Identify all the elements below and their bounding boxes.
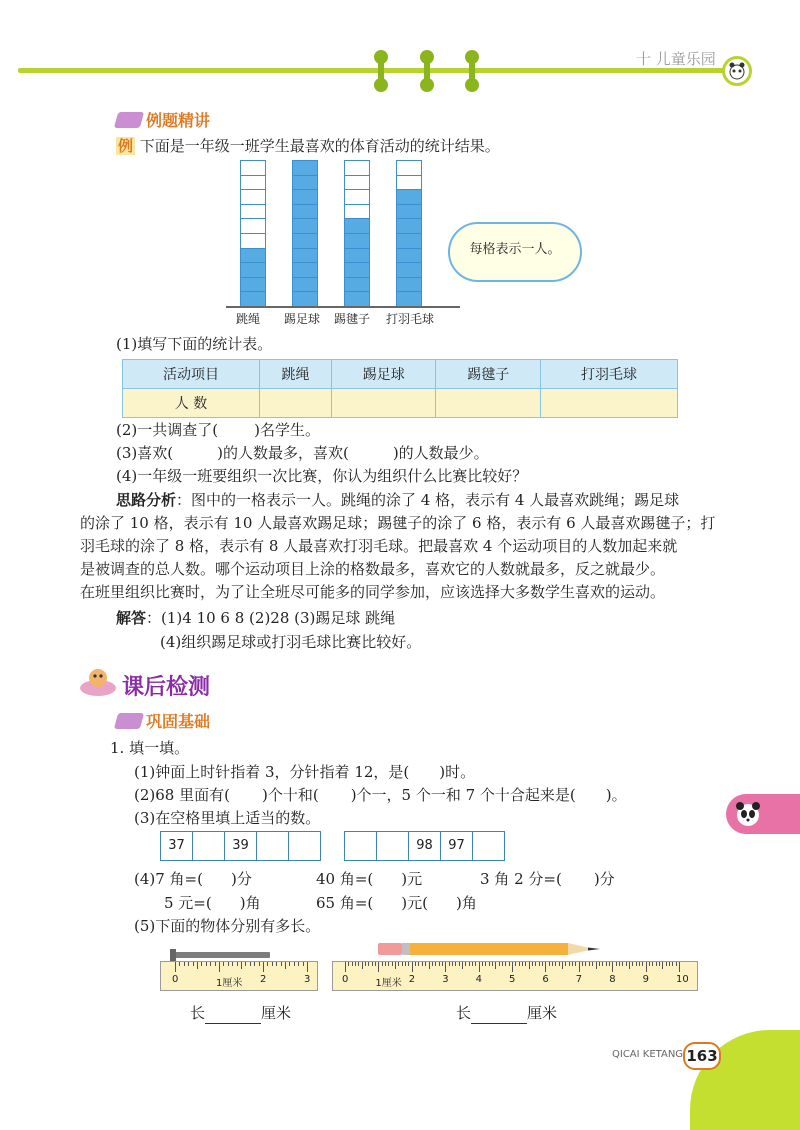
table-cell[interactable] (260, 389, 332, 418)
subsection-title: 巩固基础 (146, 712, 211, 731)
ruler-tick (592, 962, 593, 966)
ruler-tick (408, 962, 409, 966)
bar-cell (241, 292, 265, 307)
ruler-tick (193, 962, 194, 966)
bar-cell (397, 249, 421, 264)
grid-cell: 98 (409, 832, 441, 860)
ruler-tick (666, 962, 667, 966)
bar-cell (345, 263, 369, 278)
bar-cell (241, 234, 265, 249)
page-number: 163 (683, 1042, 721, 1070)
ruler-tick (442, 962, 443, 966)
bar-cell (241, 176, 265, 191)
panda-icon (732, 798, 764, 830)
ruler-tick (529, 962, 530, 969)
bar-跳绳 (240, 160, 266, 308)
ruler-tick (619, 962, 620, 966)
bar-cell (345, 292, 369, 307)
ruler-tick (375, 962, 376, 966)
ruler-label: 3 (442, 974, 449, 985)
ruler-tick (495, 962, 496, 969)
x-tick-label: 跳绳 (236, 312, 261, 326)
bar-cell (345, 234, 369, 249)
ruler-large (332, 961, 698, 991)
x-tick-label: 踢毽子 (334, 312, 371, 326)
ruler-tick (492, 962, 493, 966)
bar-cell (241, 219, 265, 234)
ruler-tick (432, 962, 433, 966)
ruler-small (160, 961, 318, 991)
question-2: (2)一共调查了( )名学生。 (116, 421, 320, 439)
ruler-tick (395, 962, 396, 969)
ruler-tick (439, 962, 440, 966)
bar-cell (397, 161, 421, 176)
x-tick-label: 打羽毛球 (386, 312, 435, 326)
bar-cell (293, 292, 317, 307)
ruler-tick (582, 962, 583, 966)
table-data-row (123, 389, 678, 418)
exercise-item: (5)下面的物体分别有多长。 (134, 917, 321, 935)
ruler-tick (606, 962, 607, 966)
x-axis-labels (0, 310, 800, 328)
table-header-cell: 跳绳 (260, 360, 332, 389)
ruler-tick (435, 962, 436, 966)
ruler-label: 4 (475, 974, 482, 985)
ruler-tick (455, 962, 456, 966)
bar-cell (345, 249, 369, 264)
ruler-tick (502, 962, 503, 966)
grid-cell[interactable] (345, 832, 377, 860)
ruler-tick (245, 962, 246, 966)
ruler-tick (642, 962, 643, 966)
bar-cell (345, 161, 369, 176)
footer-brand: QICAI KETANG (612, 1049, 684, 1060)
ruler-tick (676, 962, 677, 966)
ruler-tick (589, 962, 590, 966)
ruler-tick (452, 962, 453, 966)
analysis-line: 思路分析：图中的一格表示一人。跳绳的涂了 4 格，表示有 4 人最喜欢跳绳；踢足球 (116, 491, 680, 509)
grid-cell: 37 (161, 832, 193, 860)
mascot-icon (78, 664, 118, 698)
answer-line: (4)组织踢足球或打羽毛球比赛比较好。 (160, 633, 422, 651)
ruler-tick (612, 962, 613, 972)
analysis-line: 羽毛球的涂了 8 格，表示有 8 人最喜欢打羽毛球。把最喜欢 4 个运动项目的人数加起来就 (80, 537, 678, 555)
table-header-cell: 活动项目 (123, 360, 260, 389)
ruler-tick (368, 962, 369, 966)
ruler-tick (679, 962, 680, 972)
ruler-tick (565, 962, 566, 966)
ruler-tick (662, 962, 663, 969)
ruler-tick (599, 962, 600, 966)
ruler-tick (362, 962, 363, 969)
ruler-tick (659, 962, 660, 966)
bar-cell (241, 190, 265, 205)
bar-cell (397, 234, 421, 249)
ruler-tick (462, 962, 463, 969)
ruler-tick (585, 962, 586, 966)
grid-cell: 97 (441, 832, 473, 860)
ruler-tick (465, 962, 466, 966)
binder-pin (378, 54, 384, 88)
ruler-tick (519, 962, 520, 966)
ruler-tick (609, 962, 610, 966)
speech-bubble (448, 222, 582, 282)
question-1: (1)填写下面的统计表。 (116, 335, 273, 353)
table-cell[interactable] (540, 389, 677, 418)
example-intro (116, 135, 500, 157)
ruler-tick (629, 962, 630, 969)
bar-cell (293, 219, 317, 234)
ruler-tick (348, 962, 349, 966)
ruler-tick (263, 962, 264, 972)
bar-cell (293, 176, 317, 191)
ruler-tick (555, 962, 556, 966)
ruler-tick (616, 962, 617, 966)
ruler-tick (398, 962, 399, 966)
ruler-tick (545, 962, 546, 972)
ruler-tick (539, 962, 540, 966)
section-heading: 课后检测 (122, 675, 211, 700)
ruler-label: 2 (260, 974, 267, 985)
ruler-tick (267, 962, 268, 966)
ruler-tick (596, 962, 597, 969)
ruler-tick (272, 962, 273, 966)
grid-cell[interactable] (289, 832, 320, 860)
ruler-tick (345, 962, 346, 972)
ruler-tick (669, 962, 670, 966)
ruler-tick (479, 962, 480, 972)
ruler-tick (358, 962, 359, 966)
ruler-tick (188, 962, 189, 966)
table-header-row (123, 360, 678, 389)
ruler-label: 1厘米 (375, 978, 402, 989)
bar-cell (345, 278, 369, 293)
ruler-tick (352, 962, 353, 966)
ruler-tick (512, 962, 513, 972)
ruler-tick (402, 962, 403, 966)
table-row-label: 人 数 (123, 389, 260, 418)
bar-cell (397, 278, 421, 293)
ruler-tick (602, 962, 603, 966)
ruler-tick (549, 962, 550, 966)
analysis-line: 的涂了 10 格，表示有 10 人最喜欢踢足球；踢毽子的涂了 6 格，表示有 6 人最喜欢踢毽子；打 (80, 514, 716, 532)
ruler-tick (378, 962, 379, 972)
ruler-tick (392, 962, 393, 966)
ruler-tick (388, 962, 389, 966)
ruler-label: 3 (304, 974, 311, 985)
ruler-tick (522, 962, 523, 966)
ruler-tick (250, 962, 251, 966)
bar-cell (293, 278, 317, 293)
ruler-tick (365, 962, 366, 966)
ruler-tick (259, 962, 260, 966)
bar-cell (397, 292, 421, 307)
analysis-line: 在班里组织比赛时，为了让全班尽可能多的同学参加，应该选择大多数学生喜欢的运动。 (80, 583, 666, 601)
ruler-tick (469, 962, 470, 966)
bar-cell (293, 190, 317, 205)
bar-cell (241, 205, 265, 220)
bar-cell (397, 190, 421, 205)
answer-label: 解答 (116, 609, 147, 627)
x-tick-label: 踢足球 (284, 312, 321, 326)
ruler-tick (626, 962, 627, 966)
exercise-item: (3)在空格里填上适当的数。 (134, 809, 321, 827)
ruler-tick (636, 962, 637, 966)
grid-cell[interactable] (257, 832, 289, 860)
ruler-tick (179, 962, 180, 966)
bubble-text: 每格表示一人。 (469, 242, 561, 257)
ruler-tick (632, 962, 633, 966)
ruler-tick (372, 962, 373, 966)
table-cell[interactable] (331, 389, 435, 418)
ruler-tick (515, 962, 516, 966)
ruler-tick (509, 962, 510, 966)
ruler-tick (559, 962, 560, 966)
ruler-tick (355, 962, 356, 966)
ruler-tick (672, 962, 673, 966)
bar-cell (293, 249, 317, 264)
ruler-tick (228, 962, 229, 966)
ruler-tick (215, 962, 216, 966)
ruler-tick (489, 962, 490, 966)
ruler-tick (575, 962, 576, 966)
ruler-tick (307, 962, 308, 972)
ruler-tick (425, 962, 426, 966)
bar-cell (397, 219, 421, 234)
length-answer: 长 厘米 (456, 1004, 558, 1022)
binder-pin (424, 54, 430, 88)
ruler-tick (276, 962, 277, 966)
bar-cell (241, 161, 265, 176)
chapter-title: 十 儿童乐园 (636, 50, 716, 68)
grid-cell[interactable] (473, 832, 504, 860)
ruler-tick (175, 962, 176, 972)
grid-cell: 39 (225, 832, 257, 860)
number-grid[interactable] (160, 831, 321, 861)
bar-cell (397, 263, 421, 278)
answer-line: 解答：(1)4 10 6 8 (2)28 (3)踢足球 跳绳 (116, 609, 396, 627)
ruler-tick (382, 962, 383, 966)
bar-cell (293, 161, 317, 176)
bar-cell (397, 205, 421, 220)
ruler-tick (298, 962, 299, 966)
bar-cell (241, 278, 265, 293)
bar-cell (345, 176, 369, 191)
ruler-tick (639, 962, 640, 966)
ruler-tick (572, 962, 573, 966)
ruler-label: 10 (676, 974, 689, 985)
bar-cell (397, 176, 421, 191)
ruler-tick (482, 962, 483, 966)
exercise-item: 65 角=( )元( )角 (316, 894, 477, 912)
bar-cell (241, 263, 265, 278)
section-title: 例题精讲 (146, 111, 211, 130)
ruler-tick (475, 962, 476, 966)
ruler-tick (405, 962, 406, 966)
exercise-item: (1)钟面上时针指着 3，分针指着 12，是( )时。 (134, 763, 476, 781)
ruler-tick (656, 962, 657, 966)
ruler-tick (649, 962, 650, 966)
question-4: (4)一年级一班要组织一次比赛，你认为组织什么比赛比较好？ (116, 467, 528, 485)
bar-打羽毛球 (396, 160, 422, 308)
exercise-item: 5 元=( )角 (164, 894, 261, 912)
grid-cell[interactable] (193, 832, 225, 860)
ruler-tick (281, 962, 282, 966)
ruler-label: 7 (575, 974, 583, 985)
bar-cell (293, 234, 317, 249)
ruler-tick (201, 962, 202, 966)
ruler-tick (505, 962, 506, 966)
ruler-label: 8 (609, 974, 616, 985)
ruler-tick (542, 962, 543, 966)
ruler-tick (184, 962, 185, 966)
exercise-title: 1. 填一填。 (110, 739, 190, 757)
table-cell[interactable] (436, 389, 540, 418)
ruler-tick (459, 962, 460, 966)
ruler-tick (652, 962, 653, 966)
bar-cell (293, 263, 317, 278)
exercise-item: (2)68 里面有( )个十和( )个一，5 个一和 7 个十合起来是( )。 (134, 786, 627, 804)
example-label: 例 (118, 137, 134, 155)
ruler-label: 0 (172, 974, 179, 985)
ruler-tick (579, 962, 580, 972)
ruler-tick (445, 962, 446, 972)
mascot-icon (722, 56, 752, 86)
ruler-tick (210, 962, 211, 966)
ruler-tick (415, 962, 416, 966)
ruler-tick (485, 962, 486, 966)
ruler-tick (622, 962, 623, 966)
side-tab (726, 794, 800, 834)
table-header-cell: 踢毽子 (436, 360, 540, 389)
table-header-cell: 打羽毛球 (540, 360, 677, 389)
ruler-tick (232, 962, 233, 966)
ruler-tick (206, 962, 207, 966)
ruler-tick (294, 962, 295, 966)
bar-踢足球 (292, 160, 318, 308)
bar-cell (345, 219, 369, 234)
example-text: 下面是一年级一班学生最喜欢的体育活动的统计结果。 (139, 137, 500, 155)
question-3: (3)喜欢( )的人数最多，喜欢( )的人数最少。 (116, 444, 489, 462)
exercise-item: 40 角=( )元 (316, 870, 423, 888)
bar-cell (345, 205, 369, 220)
ruler-tick (418, 962, 419, 966)
ruler-tick (525, 962, 526, 966)
ruler-tick (223, 962, 224, 966)
ruler-tick (499, 962, 500, 966)
ruler-tick (646, 962, 647, 972)
analysis-line: 是被调查的总人数。哪个运动项目上涂的格数最多，喜欢它的人数就最多，反之就最少。 (80, 560, 666, 578)
ruler-label: 2 (408, 974, 416, 985)
bar-cell (241, 249, 265, 264)
ruler-tick (285, 962, 286, 969)
stat-table (122, 359, 678, 418)
length-answer: 长 厘米 (190, 1004, 292, 1022)
ruler-tick (535, 962, 536, 966)
grid-cell[interactable] (377, 832, 409, 860)
binder-pin (469, 54, 475, 88)
ruler-label: 9 (642, 974, 649, 985)
ruler-tick (241, 962, 242, 969)
bar-chart (226, 158, 460, 312)
ruler-tick (219, 962, 220, 972)
pencil-image (378, 941, 604, 957)
analysis-label: 思路分析 (116, 491, 177, 509)
ruler-label: 0 (342, 974, 349, 985)
bar-cell (345, 190, 369, 205)
ruler-tick (569, 962, 570, 966)
bar-cell (293, 205, 317, 220)
x-axis (226, 306, 460, 308)
ruler-tick (562, 962, 563, 969)
ruler-tick (237, 962, 238, 966)
exercise-item: 3 角 2 分=( )分 (480, 870, 615, 888)
ruler-label: 6 (542, 974, 549, 985)
ruler-tick (532, 962, 533, 966)
ruler-label: 5 (509, 974, 516, 985)
ruler-tick (254, 962, 255, 966)
ruler-tick (412, 962, 413, 972)
ruler-tick (385, 962, 386, 966)
ruler-tick (552, 962, 553, 966)
ruler-tick (429, 962, 430, 969)
bar-踢毽子 (344, 160, 370, 308)
ruler-tick (472, 962, 473, 966)
table-header-cell: 踢足球 (331, 360, 435, 389)
exercise-item: (4)7 角=( )分 (134, 870, 252, 888)
ruler-tick (422, 962, 423, 966)
ruler-tick (289, 962, 290, 966)
section-tag-icon (114, 112, 144, 128)
ruler-tick (197, 962, 198, 969)
section-tag-icon (114, 713, 144, 729)
ruler-tick (449, 962, 450, 966)
number-grid[interactable] (344, 831, 505, 861)
nail-image (174, 952, 270, 958)
ruler-tick (303, 962, 304, 966)
ruler-label: 1厘米 (216, 978, 243, 989)
